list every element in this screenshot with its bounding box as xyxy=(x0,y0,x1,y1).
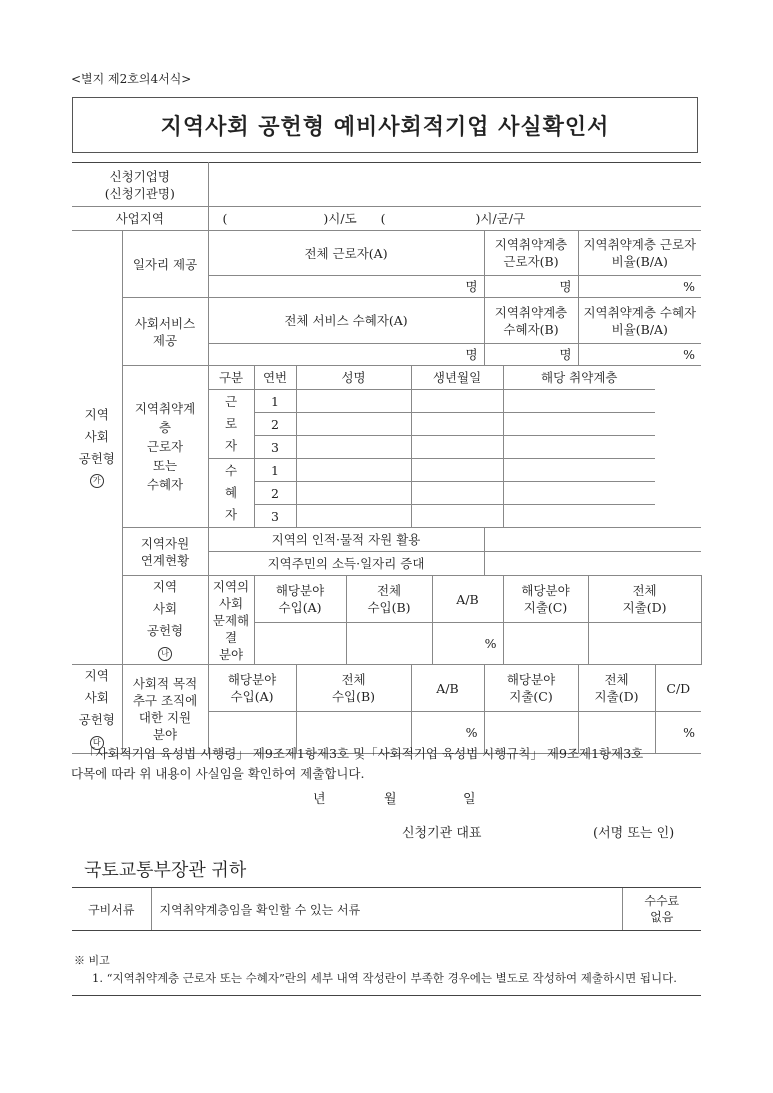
declaration xyxy=(71,744,701,784)
detail-birth-header: 생년월일 xyxy=(411,366,503,390)
worker-birth-field[interactable] xyxy=(411,413,503,436)
detail-no-header: 연번 xyxy=(254,366,296,390)
recipient-birth-field[interactable] xyxy=(411,459,503,482)
services-label: 사회서비스 제공 xyxy=(122,298,208,366)
recipient-row-no: 3 xyxy=(254,505,296,528)
notes-title: ※ 비고 xyxy=(74,954,110,967)
notes-item: 1. “지역취약계층 근로자 또는 수혜자”란의 세부 내역 작성란이 부족한 경우에는 별도로 작성하여 제출하시면 됩니다. xyxy=(92,971,677,985)
ratio-ab-header: A/B xyxy=(432,576,503,623)
applicant-name-label: 신청기업명 (신청기관명) xyxy=(72,163,208,207)
services-total-field[interactable]: 명 xyxy=(208,344,484,366)
ratio-cd-input[interactable]: % xyxy=(655,712,701,754)
date-year: 년 xyxy=(313,792,326,807)
representative-label: 신청기관 대표 xyxy=(402,826,482,841)
worker-group-field[interactable] xyxy=(503,436,655,459)
type-a-mark: 가 xyxy=(90,474,104,488)
required-documents-table xyxy=(72,887,701,931)
ratio-cd-header: C/D xyxy=(655,665,701,712)
recipient-birth-field[interactable] xyxy=(411,482,503,505)
confirmation-table xyxy=(72,162,701,754)
worker-row-no: 1 xyxy=(254,390,296,413)
type-b-field-label: 지역의 사회 문제해결 분야 xyxy=(208,576,254,665)
documents-label: 구비서류 xyxy=(72,888,151,931)
recipient-name-field[interactable] xyxy=(296,459,411,482)
linkage-check-resources[interactable] xyxy=(484,528,701,552)
linkage-item-resources: 지역의 인적·물적 자원 활용 xyxy=(208,528,484,552)
worker-name-field[interactable] xyxy=(296,390,411,413)
jobs-label: 일자리 제공 xyxy=(122,231,208,298)
linkage-check-income[interactable] xyxy=(484,552,701,576)
worker-birth-field[interactable] xyxy=(411,390,503,413)
recipient-group-field[interactable] xyxy=(503,482,655,505)
type-c-field-label: 사회적 목적 추구 조직에 대한 지원 분야 xyxy=(122,665,208,754)
income-field-header: 해당분야 수입(A) xyxy=(254,576,346,623)
detail-label: 지역취약계 층 근로자 또는 수혜자 xyxy=(122,366,208,528)
worker-category: 근 로 자 xyxy=(208,390,254,459)
type-c-mark: 다 xyxy=(90,736,104,750)
date-month: 월 xyxy=(384,792,397,807)
ratio-ab-header: A/B xyxy=(411,665,484,712)
detail-category-header: 구분 xyxy=(208,366,254,390)
jobs-total-field[interactable]: 명 xyxy=(208,276,484,298)
type-c-label: 지역 사회 공헌형 다 xyxy=(72,665,122,754)
detail-group-header: 해당 취약계층 xyxy=(503,366,655,390)
recipient-row-no: 1 xyxy=(254,459,296,482)
jobs-ratio-field[interactable]: % xyxy=(578,276,701,298)
income-field-input[interactable] xyxy=(254,623,346,665)
ratio-ab-input[interactable]: % xyxy=(432,623,503,665)
worker-group-field[interactable] xyxy=(503,390,655,413)
jobs-total-header: 전체 근로자(A) xyxy=(208,231,484,276)
type-b-label: 지역 사회 공헌형 나 xyxy=(122,576,208,665)
recipient-group-field[interactable] xyxy=(503,459,655,482)
services-vuln-header: 지역취약계층 수혜자(B) xyxy=(484,298,578,344)
recipient-name-field[interactable] xyxy=(296,482,411,505)
expense-total-input[interactable] xyxy=(588,623,701,665)
worker-birth-field[interactable] xyxy=(411,436,503,459)
income-total-input[interactable] xyxy=(346,623,432,665)
detail-name-header: 성명 xyxy=(296,366,411,390)
jobs-ratio-header: 지역취약계층 근로자 비율(B/A) xyxy=(578,231,701,276)
services-ratio-field[interactable]: % xyxy=(578,344,701,366)
declaration-line-2: 다목에 따라 위 내용이 사실임을 확인하여 제출합니다. xyxy=(71,766,365,781)
addressee: 국토교통부장관 귀하 xyxy=(84,860,247,881)
region-field[interactable]: ( )시/도 ( )시/군/구 xyxy=(208,207,701,231)
income-total-header: 전체 수입(B) xyxy=(296,665,411,712)
worker-name-field[interactable] xyxy=(296,413,411,436)
expense-total-header: 전체 지출(D) xyxy=(578,665,655,712)
ratio-ab-input[interactable]: % xyxy=(411,712,484,754)
recipient-birth-field[interactable] xyxy=(411,505,503,528)
expense-field-header: 해당분야 지출(C) xyxy=(484,665,578,712)
income-field-header: 해당분야 수입(A) xyxy=(208,665,296,712)
expense-field-header: 해당분야 지출(C) xyxy=(503,576,588,623)
worker-row-no: 2 xyxy=(254,413,296,436)
jobs-vuln-field[interactable]: 명 xyxy=(484,276,578,298)
bottom-divider xyxy=(72,995,701,996)
linkage-label: 지역자원 연계현황 xyxy=(122,528,208,576)
recipient-group-field[interactable] xyxy=(503,505,655,528)
type-b-mark: 나 xyxy=(158,647,172,661)
type-a-label: 지역 사회 공헌형 가 xyxy=(72,231,122,665)
expense-total-header: 전체 지출(D) xyxy=(588,576,701,623)
form-number: <별지 제2호의4서식> xyxy=(71,72,192,86)
applicant-name-field[interactable] xyxy=(208,163,701,207)
worker-group-field[interactable] xyxy=(503,413,655,436)
worker-name-field[interactable] xyxy=(296,436,411,459)
expense-field-input[interactable] xyxy=(503,623,588,665)
recipient-row-no: 2 xyxy=(254,482,296,505)
services-ratio-header: 지역취약계층 수혜자 비율(B/A) xyxy=(578,298,701,344)
declaration-line-1: 「사회적기업 육성법 시행령」 제9조제1항제3호 및「사회적기업 육성법 시행규칙」 제9조제1항제3호 xyxy=(83,746,644,761)
worker-row-no: 3 xyxy=(254,436,296,459)
date-day: 일 xyxy=(463,792,476,807)
jobs-vuln-header: 지역취약계층 근로자(B) xyxy=(484,231,578,276)
fee-cell: 수수료 없음 xyxy=(622,888,701,931)
signature-label[interactable]: (서명 또는 인) xyxy=(593,826,675,841)
page-title: 지역사회 공헌형 예비사회적기업 사실확인서 xyxy=(160,114,610,140)
linkage-item-income: 지역주민의 소득·일자리 증대 xyxy=(208,552,484,576)
recipient-category: 수 혜 자 xyxy=(208,459,254,528)
region-label: 사업지역 xyxy=(72,207,208,231)
services-total-header: 전체 서비스 수혜자(A) xyxy=(208,298,484,344)
documents-content: 지역취약계층임을 확인할 수 있는 서류 xyxy=(151,888,622,931)
title-box xyxy=(72,97,698,153)
recipient-name-field[interactable] xyxy=(296,505,411,528)
services-vuln-field[interactable]: 명 xyxy=(484,344,578,366)
income-total-header: 전체 수입(B) xyxy=(346,576,432,623)
